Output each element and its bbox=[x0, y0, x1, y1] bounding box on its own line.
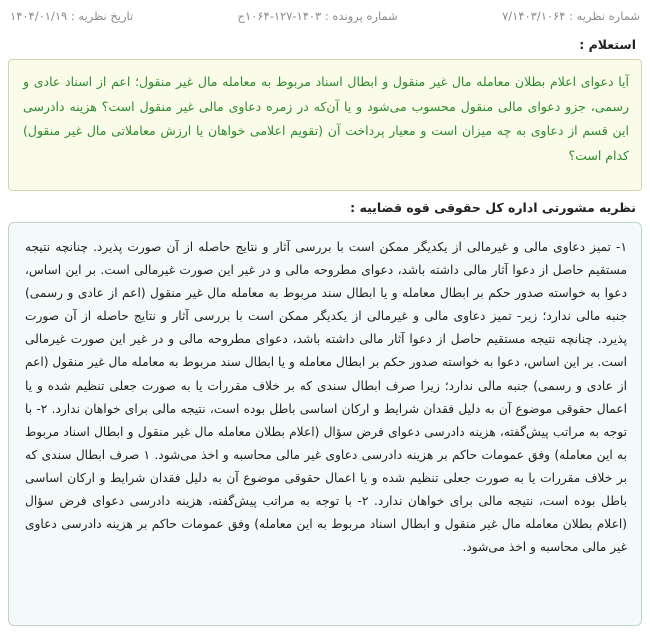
opinion-number: شماره نظریه : ۷/۱۴۰۳/۱۰۶۴ bbox=[502, 9, 640, 23]
inquiry-label: استعلام : bbox=[579, 37, 636, 52]
inquiry-box: آیا دعوای اعلام بطلان معامله مال غیر منقول و ابطال اسناد مربوط به معامله مال غیر منقول؛ اعم از اسناد عادی و رسمی، جزو دعوای مالی منقول محسوب می‌شود و یا آن‌که در زمره دعاوی مالی غیر منقول است؟ هزینه دادرسی این قسم از دعاوی به چه میزان است و معیار پرداخت آن (تقویم اعلامی خواهان یا ارزش معاملاتی مال غیر منقول) کدام است؟ bbox=[8, 59, 642, 191]
opinion-label: نظریه مشورتی اداره کل حقوقی قوه قضاییه : bbox=[350, 200, 636, 215]
opinion-date: تاریخ نظریه : ۱۴۰۴/۰۱/۱۹ bbox=[10, 9, 134, 23]
opinion-header bbox=[10, 6, 640, 26]
opinion-box: ۱- تمیز دعاوی مالی و غیرمالی از یکدیگر ممکن است با بررسی آثار و نتایج حاصله از آن صورت پذیرد. چنانچه نتیجه مستقیم حاصل از دعوا آثار مالی داشته باشد، دعوای مطروحه مالی و در غیر این صورت غیرمالی است. بر این اساس، دعوا به خواسته صدور حکم بر ابطال معامله و یا ابطال سند مربوط به معامله مال غیر منقول (اعم از عادی و رسمی) جنبه مالی ندارد؛ زیر- تمیز دعاوی مالی و غیرمالی از یکدیگر ممکن است با بررسی آثار و نتایج حاصله از آن صورت پذیرد. چنانچه نتیجه مستقیم حاصل از دعوا آثار مالی داشته باشد، دعوای مطروحه مالی و در غیر این صورت غیرمالی است. بر این اساس، دعوا به خواسته صدور حکم بر ابطال معامله و یا ابطال سند مربوط به معامله مال غیر منقول (اعم از عادی و رسمی) جنبه مالی ندارد؛ زیرا صرف ابطال سندی که بر خلاف مقررات یا به صورت جعلی تنظیم شده و یا اعمال حقوقی موضوع آن به دلیل فقدان شرایط و ارکان اساسی باطل بوده است، نتیجه مالی برای خواهان ندارد. ۲- با توجه به مراتب پیش‌گفته، هزینه دادرسی دعوای فرض سؤال (اعلام بطلان معامله مال غیر منقول و ابطال اسناد مربوط به این معامله) وفق عمومات حاکم بر هزینه دادرسی دعاوی غیر مالی محاسبه و اخذ می‌شود. ۱ صرف ابطال سندی که بر خلاف مقررات یا به صورت جعلی تنظیم شده و یا اعمال حقوقی موضوع آن به دلیل فقدان شرایط و ارکان اساسی باطل بوده است، نتیجه مالی برای خواهان ندارد. ۲- با توجه به مراتب پیش‌گفته، هزینه دادرسی دعوای فرض سؤال (اعلام بطلان معامله مال غیر منقول و ابطال اسناد مربوط به این معامله) وفق عمومات حاکم بر هزینه دادرسی دعاوی غیر مالی محاسبه و اخذ می‌شود. bbox=[8, 222, 642, 626]
file-number: شماره پرونده : ۱۴۰۳-۱۲۷-۱۰۶۴ح bbox=[237, 9, 398, 23]
